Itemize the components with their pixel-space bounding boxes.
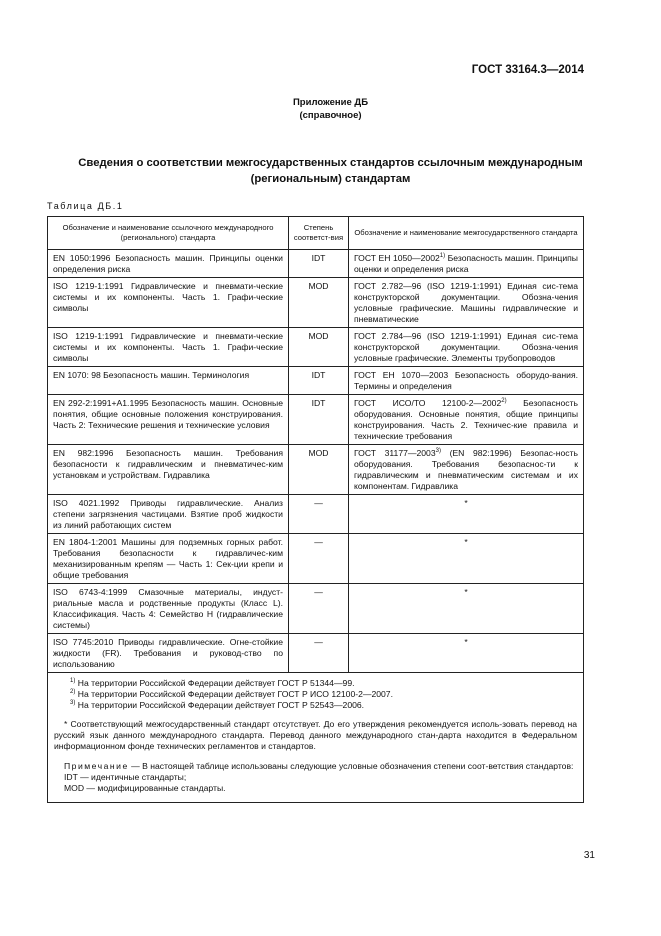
degree-cell: MOD [289,278,349,328]
table-footer-row [48,673,584,803]
international-standard-cell: ISO 4021.1992 Приводы гидравлические. Анализ степени загрязнения частицами. Взятие проб жидкости из линий работающих систем [48,495,289,534]
table-row [48,250,584,278]
international-standard-cell: ISO 1219-1:1991 Гидравлические и пневмати-ческие системы и их компоненты. Часть 1. Графи-ческие символы [48,328,289,367]
international-standard-cell: ISO 7745:2010 Приводы гидравлические. Огне-стойкие жидкости (FR). Требования и руковод-ство по использованию [48,634,289,673]
table-row [48,328,584,367]
degree-cell: IDT [289,395,349,445]
degree-cell: — [289,584,349,634]
appendix-heading [0,96,661,122]
international-standard-cell: ISO 6743-4:1999 Смазочные материалы, индуст-риальные масла и родственные продукты (Класс L). Классификация. Часть 4: Семейство H (гидравлические системы) [48,584,289,634]
interstate-standard-cell: ГОСТ ЕН 1070—2003 Безопасность оборудо-вания. Термины и определения [349,367,584,395]
table-note: Примечание — В настоящей таблице использованы следующие условные обозначения степени соот-ветствия стандартов: [64,761,574,771]
international-standard-cell: EN 1804-1:2001 Машины для подземных горных работ. Требования безопасности к гидравличес-ким механизированным крепям — Часть 1: Сек-ции крепи и общие требования [48,534,289,584]
degree-cell: — [289,534,349,584]
interstate-standard-cell: ГОСТ 2.784—96 (ISO 1219-1:1991) Единая сис-тема конструкторской документации. Обозна-чения условные графические. Элементы трубопроводов [349,328,584,367]
footnote-ref: 2) [501,398,507,405]
table-row [48,495,584,534]
international-standard-cell: EN 1070: 98 Безопасность машин. Терминология [48,367,289,395]
degree-cell: MOD [289,328,349,367]
international-standard-cell: EN 1050:1996 Безопасность машин. Принципы оценки определения риска [48,250,289,278]
table-row [48,584,584,634]
degree-cell: MOD [289,445,349,495]
interstate-standard-cell: ГОСТ 31177—2003$^{3)}$ (EN 982:1996) Безопас-ность оборудования. Требования безопаснос-ти к гидравлическим и пневматическим системам и их компонентам. Гидравлика [349,445,584,495]
interstate-standard-cell: ГОСТ 2.782—96 (ISO 1219-1:1991) Единая сис-тема конструкторской документации. Обозна-чения условные графические. Машины гидравлические и пневматические [349,278,584,328]
section-title [40,155,621,187]
table-row [48,395,584,445]
international-standard-cell: EN 292-2:1991+A1.1995 Безопасность машин. Основные понятия, общие основные положения конструирования. Часть 2: Технические решения и технические условия [48,395,289,445]
document-code: ГОСТ 33164.3—2014 [471,64,584,76]
table-footnotes [48,673,584,803]
table-row [48,534,584,584]
interstate-standard-cell: ГОСТ ИСО/ТО 12100-2—2002$^{2)}$ Безопасность оборудования. Основные понятия, общие принципы конструирования. Часть 2. Техничес-кие правила и технические требования [349,395,584,445]
table-row [48,278,584,328]
header-international-standard: Обозначение и наименование ссылочного международного (регионального) стандарта [48,217,289,250]
page-number: 31 [583,850,595,861]
footnote: $^{3)}$ На территории Российской Федерации действует ГОСТ Р 52543—2006. [70,700,365,710]
international-standard-cell: ISO 1219-1:1991 Гидравлические и пневмати-ческие системы и их компоненты. Часть 1. Графи-ческие символы [48,278,289,328]
degree-cell: IDT [289,367,349,395]
interstate-standard-cell: * [349,634,584,673]
interstate-standard-cell: * [349,584,584,634]
header-degree: Степень соответст-вия [289,217,349,250]
table-row [48,634,584,673]
degree-cell: — [289,634,349,673]
note-item: IDT — идентичные стандарты; [64,772,187,782]
table-label: Таблица ДБ.1 [47,201,124,211]
footnote-ref: 1) [439,253,446,260]
international-standard-cell: EN 982:1996 Безопасность машин. Требования безопасности к гидравлическим и пневматичес-ким установкам и устройствам. Гидравлика [48,445,289,495]
degree-cell: — [289,495,349,534]
table-row [48,445,584,495]
note-label: Примечание [64,761,129,771]
degree-cell: IDT [289,250,349,278]
star-note: * Соответствующий межгосударственный стандарт отсутствует. До его утверждения рекомендуется исполь-зовать перевод на русский язык данного международного стандарта. Перевод данного международного стан-дарта находится в Федеральном информационном фонде технических регламентов и стандартов. [54,719,577,751]
section-title-line-2: (региональным) стандартам [250,173,411,185]
correspondence-table [47,216,584,803]
appendix-subtitle: (справочное) [299,110,362,121]
interstate-standard-cell: ГОСТ ЕН 1050—2002$^{1)}$ Безопасность машин. Принципы оценки и определения риска [349,250,584,278]
appendix-title: Приложение ДБ [292,97,369,108]
footnote: $^{2)}$ На территории Российской Федерации действует ГОСТ Р ИСО 12100-2—2007. [70,689,393,699]
interstate-standard-cell: * [349,534,584,584]
table-header-row [48,217,584,250]
note-item: MOD — модифицированные стандарты. [64,783,226,793]
interstate-standard-cell: * [349,495,584,534]
header-interstate-standard: Обозначение и наименование межгосударственного стандарта [349,217,584,250]
table-row [48,367,584,395]
footnote: $^{1)}$ На территории Российской Федерации действует ГОСТ Р 51344—99. [70,678,355,688]
footnote-ref: 3) [435,448,441,455]
section-title-line-1: Сведения о соответствии межгосударственных стандартов ссылочным международным [78,157,583,169]
